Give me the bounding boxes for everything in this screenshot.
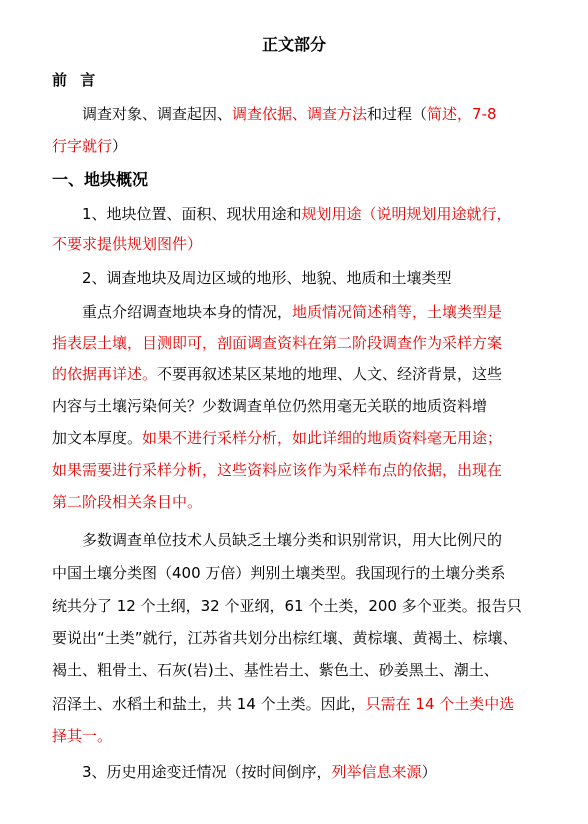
- paragraph-4-line-6: [52, 694, 514, 714]
- highlight-text: 如果不进行采样分析，如此详细的地质资料毫无用途；: [142, 429, 503, 447]
- text-run: 重点介绍调查地块本身的情况，: [82, 303, 293, 321]
- highlight-text: 列举信息来源: [331, 763, 422, 781]
- text-run: 调查对象、调查起因、: [82, 105, 233, 123]
- preface-line-1: [82, 104, 497, 124]
- paragraph-3-line-4: 内容与土壤污染何关？少数调查单位仍然用毫无关联的地质资料增: [52, 397, 488, 415]
- paragraph-4-line-3: 统共分了 12 个土纲，32 个亚纲，61 个土类，200 多个亚类。报告只: [52, 597, 522, 615]
- text-run: ）: [421, 763, 437, 781]
- text-run: ）: [112, 137, 128, 155]
- paragraph-5: [82, 762, 437, 782]
- paragraph-2: 2、调查地块及周边区域的地形、地貌、地质和土壤类型: [82, 269, 452, 287]
- paragraph-3-line-3: [52, 364, 502, 384]
- paragraph-4-line-1: 多数调查单位技术人员缺乏土壤分类和识别常识，用大比例尺的: [82, 531, 503, 549]
- preface-heading: 前 言: [52, 71, 100, 89]
- highlight-text: 只需在 14 个土类中选: [365, 695, 515, 713]
- text-run: 加文本厚度。: [52, 429, 143, 447]
- paragraph-3-line-1: [82, 302, 502, 322]
- page-title: 正文部分: [261, 35, 326, 54]
- paragraph-3-line-7: 第二阶段相关条目中。: [52, 493, 203, 511]
- text-run: 沼泽土、水稻土和盐土，共 14 个土类。因此，: [52, 695, 366, 713]
- paragraph-4-line-7: 择其一。: [52, 727, 113, 745]
- highlight-text: 的依据再详述。: [52, 365, 158, 383]
- paragraph-3-line-5: [52, 428, 502, 448]
- paragraph-4-line-5: 褐土、粗骨土、石灰(岩)土、基性岩土、紫色土、砂姜黑土、潮土、: [52, 661, 499, 679]
- paragraph-4-line-4: 要说出“土类”就行，江苏省共划分出棕红壤、黄棕壤、黄褐土、棕壤、: [52, 629, 518, 647]
- section-heading: 一、地块概况: [52, 170, 149, 189]
- paragraph-1-line-1: [82, 204, 512, 224]
- text-run: 不要再叙述某区某地的地理、人文、经济背景，这些: [157, 365, 503, 383]
- paragraph-4-line-2: 中国土壤分类图（400 万倍）判别土壤类型。我国现行的土壤分类系: [52, 564, 506, 582]
- highlight-text: 规划用途（说明规划用途就行，: [301, 205, 512, 223]
- preface-line-2: [52, 136, 127, 156]
- text-run: 1、地块位置、面积、现状用途和: [82, 205, 302, 223]
- highlight-text: 地质情况简述稍等，土壤类型是: [292, 303, 503, 321]
- highlight-text: 调查依据、调查方法: [232, 105, 368, 123]
- paragraph-3-line-6: 如果需要进行采样分析，这些资料应该作为采样布点的依据，出现在: [52, 461, 503, 479]
- text-run: 3、历史用途变迁情况（按时间倒序，: [82, 763, 332, 781]
- highlight-text: 简述，7-8: [427, 105, 497, 123]
- text-run: 和过程（: [367, 105, 428, 123]
- highlight-text: 行字就行: [52, 137, 113, 155]
- paragraph-3-line-2: 指表层土壤，目测即可，剖面调查资料在第二阶段调查作为采样方案: [52, 334, 503, 352]
- paragraph-1-line-2: 不要求提供规划图件）: [52, 235, 203, 253]
